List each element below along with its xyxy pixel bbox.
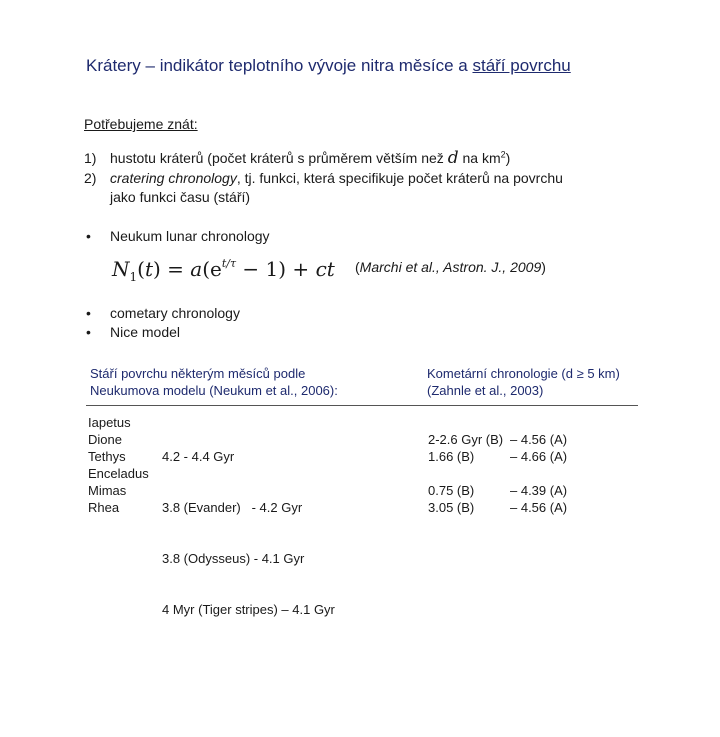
title-prefix: Krátery – indikátor teplotního vývoje nitra měsíce a [86, 56, 473, 75]
table-cell: – 4.66 (A) [510, 449, 568, 464]
citation [355, 259, 546, 275]
table-cell [162, 703, 335, 720]
list-item-2-line2: jako funkci času (stáří) [110, 189, 251, 205]
table-row: Dione [88, 432, 122, 447]
bullet-nice: Nice model [110, 324, 181, 340]
table-cell: 4 Myr (Tiger stripes) – 4.1 Gyr [162, 602, 335, 617]
bullet-neukum: Neukum lunar chronology [110, 228, 270, 244]
table-cell: – 4.56 (A) [510, 500, 568, 515]
table-cell: 3.8 (Evander) - 4.2 Gyr [162, 500, 303, 515]
list-text: ) [505, 150, 511, 166]
list-italic: cratering chronology [110, 170, 237, 186]
list-item-1 [84, 148, 510, 168]
table-cell: 0.75 (B) [428, 483, 475, 498]
moon-names [88, 414, 149, 516]
table-cell [162, 652, 335, 669]
bullet-dot: • [86, 228, 91, 244]
bullet-dot: • [86, 305, 91, 321]
table-cell: 1.66 (B) [428, 449, 475, 464]
neukum-ages [162, 414, 335, 737]
table-row: Iapetus [88, 415, 131, 430]
bullet-dot: • [86, 324, 91, 340]
list-text: hustotu kráterů (počet kráterů s průměrem větším než [110, 150, 448, 166]
list-text: na km [458, 150, 501, 166]
subtitle: Potřebujeme znát: [84, 116, 198, 132]
left-table-header-2: Neukumova modelu (Neukum et al., 2006): [90, 383, 338, 398]
table-cell: 2-2.6 Gyr (B) [428, 432, 504, 447]
citation-close: ) [541, 259, 546, 275]
comet-ages-a [510, 414, 567, 516]
table-row: Mimas [88, 483, 127, 498]
title-underlined: stáří povrchu [472, 56, 571, 75]
superscript: 2 [500, 149, 506, 160]
list-number: 2) [84, 170, 97, 186]
bullet-cometary: cometary chronology [110, 305, 240, 321]
table-row: Enceladus [88, 466, 149, 481]
citation-open: ( [355, 259, 360, 275]
table-cell [428, 414, 503, 431]
list-text: , tj. funkci, která specifikuje počet kráterů na povrchu [236, 170, 563, 186]
table-cell [510, 465, 567, 482]
table-row: Tethys [88, 449, 126, 464]
table-cell: 3.8 (Odysseus) - 4.1 Gyr [162, 551, 305, 566]
variable-d: d [447, 148, 459, 168]
list-number: 1) [84, 150, 97, 166]
svg-text:N1(t) = a(et/τ − 1) + ct: $N_1(t) = a(e^{t/\tau} - 1)$ + ct [112, 257, 335, 284]
table-cell: – 4.39 (A) [510, 483, 568, 498]
table-cell: 3.05 (B) [428, 500, 475, 515]
slide-title [86, 56, 571, 76]
list-item-2 [84, 170, 563, 186]
table-cell [428, 465, 503, 482]
table-cell: – 4.56 (A) [510, 432, 568, 447]
neukum-formula-graphic [112, 254, 335, 284]
table-cell [510, 414, 567, 431]
right-table-header-2: (Zahnle et al., 2003) [427, 383, 544, 398]
left-table-header-1: Stáří povrchu některým měsíců podle [90, 366, 306, 381]
comet-ages-b [428, 414, 503, 516]
citation-text: Marchi et al., Astron. J., 2009 [359, 259, 542, 275]
table-cell: 4.2 - 4.4 Gyr [162, 449, 235, 464]
divider [86, 405, 638, 406]
formula [112, 254, 335, 289]
table-row: Rhea [88, 500, 120, 515]
right-table-header-1: Kometární chronologie (d ≥ 5 km) [427, 366, 620, 381]
